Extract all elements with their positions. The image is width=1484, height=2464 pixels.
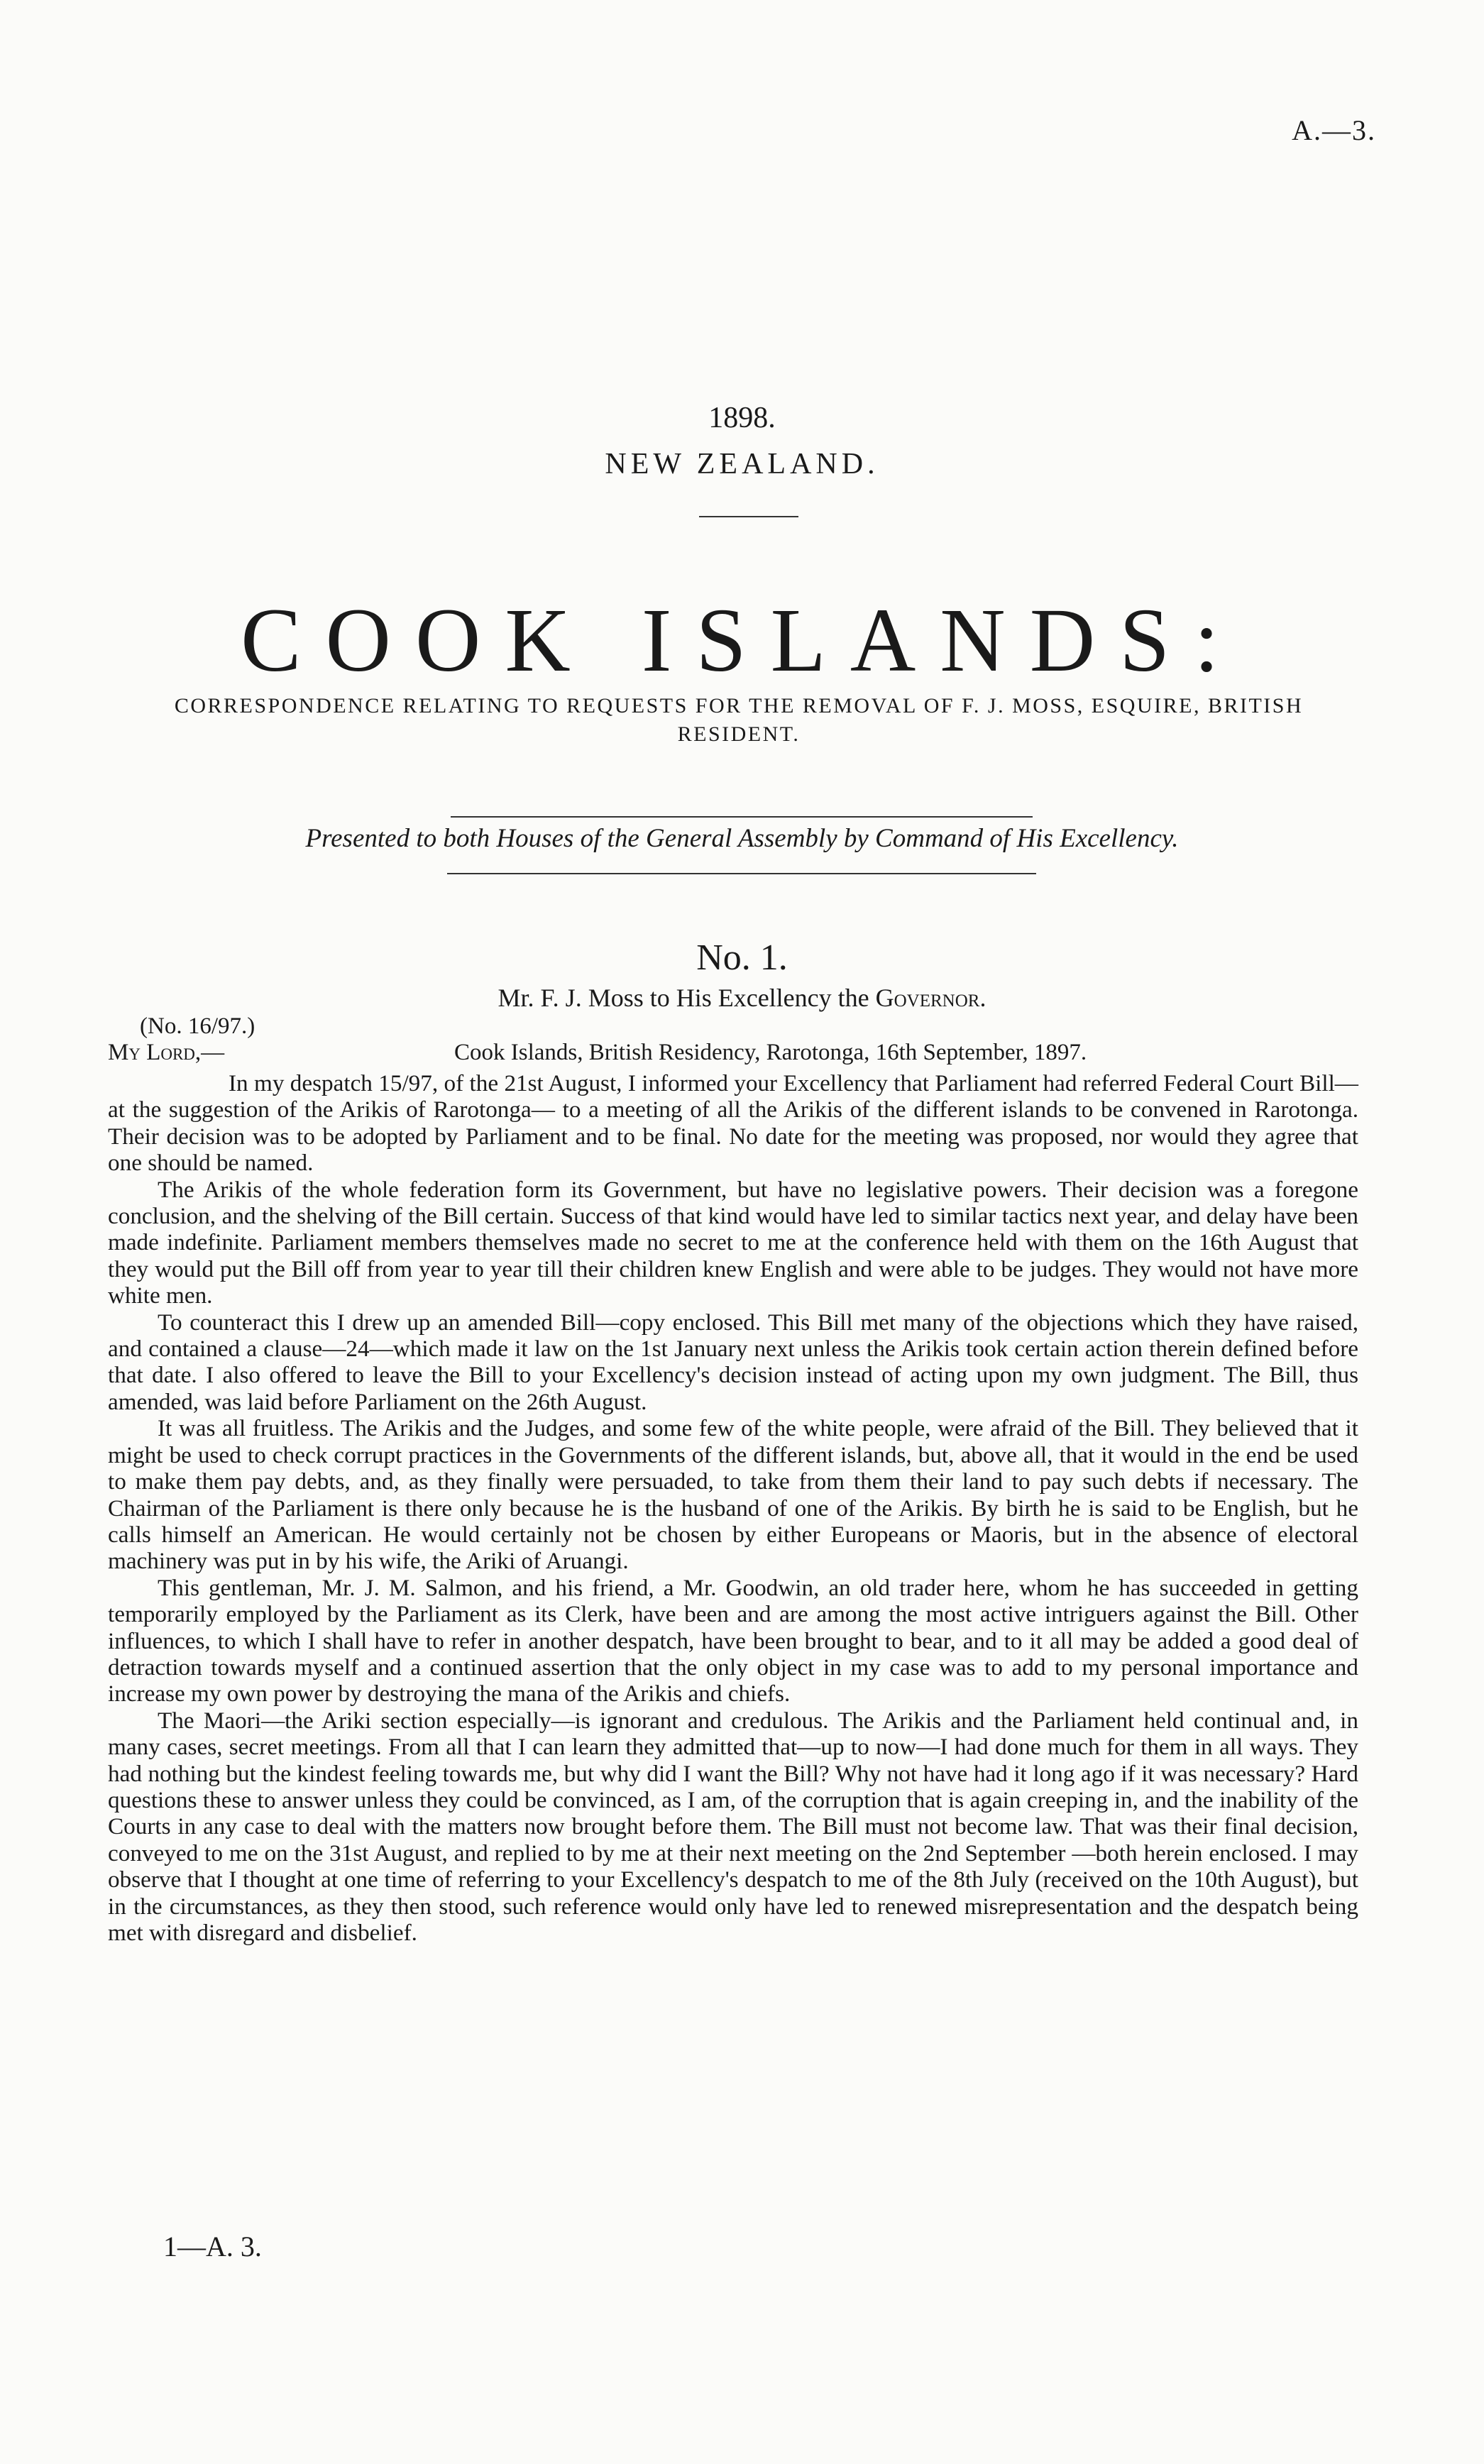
paragraph: To counteract this I drew up an amended Bill—copy enclosed. This Bill met many of the objections which they have raised, and contained a clause—24—which made it law on the 1st January next unless the Arikis took certain action therein defined before that date. I also offered to leave the Bill to your Excellency's decision instead of acting upon my own judgment. The Bill, thus amended, was laid before Parliament on the 26th August. [108,1309,1358,1415]
paragraph: The Maori—the Ariki section especially—is ignorant and credulous. The Arikis and the Parliament held continual and, in many cases, secret meetings. From all that I can learn they admitted that—up to now—I had done much for them in all ways. They had nothing but the kindest feeling towards me, but why did I want the Bill? Why not have had it long ago if it was necessary? Hard questions these to answer unless they could be convinced, as I am, of the corruption that is again creeping in, and the inability of the Courts in any case to deal with the matters now brought before them. The Bill must not become law. That was their final decision, conveyed to me on the 31st August, and replied to by me at their next meeting on the 2nd September —both herein enclosed. I may observe that I thought at one time of referring to your Excellency's despatch to me of the 8th July (received on the 10th August), but in the circumstances, as they then stood, such reference would only have led to renewed misrepresentation and the despatch being met with disregard and disbelief. [108,1707,1358,1946]
presented-bottom-rule [447,873,1036,874]
heading-recipient: Governor. [875,984,986,1012]
presented-top-rule [451,816,1033,818]
document-heading [0,983,1484,1013]
dateline: Cook Islands, British Residency, Rarotonga, 16th September, 1897. [454,1040,1087,1065]
divider-rule [699,516,798,517]
heading-sender: Mr. F. J. Moss to His Excellency the [498,984,876,1012]
salutation: My Lord,— [108,1040,225,1065]
paragraph: This gentleman, Mr. J. M. Salmon, and his friend, a Mr. Goodwin, an old trader here, whom he has succeeded in getting temporarily employed by the Parliament as its Clerk, have been and are among the most active intriguers against the Bill. Other influences, to which I shall have to refer in another despatch, have been brought to bear, and to it all may be added a good deal of detraction towards myself and a continued assertion that the only object in my case was to add to my personal importance and increase my own power by destroying the mana of the Arikis and chiefs. [108,1574,1358,1707]
despatch-reference: (No. 16/97.) [140,1013,255,1039]
presented-line: Presented to both Houses of the General Assembly by Command of His Excellency. [305,824,1179,853]
document-title: COOK ISLANDS: [241,590,1243,691]
country-heading: NEW ZEALAND. [605,448,879,480]
document-number: No. 1. [696,937,788,978]
publication-year: 1898. [708,402,776,434]
page-reference: A.—3. [1292,114,1376,146]
paragraph: It was all fruitless. The Arikis and the Judges, and some few of the white people, were afraid of the Bill. They believed that it might be used to check corrupt practices in the Governments of the different islands, but, above all, that it would in the end be used to make them pay debts, and, as they finally were persuaded, to take from them their land to pay such debts if necessary. The Chairman of the Parliament is there only because he is the husband of one of the Arikis. By birth he is said to be English, but he calls himself an American. He would certainly not be chosen by either Europeans or Maoris, but in the absence of electoral machinery was put in by his wife, the Ariki of Aruangi. [108,1415,1358,1575]
document-subtitle: CORRESPONDENCE RELATING TO REQUESTS FOR THE REMOVAL OF F. J. MOSS, ESQUIRE, BRITISH RESIDENT. [174,694,1304,746]
sheet-signature: 1—A. 3. [163,2231,262,2262]
paragraph: The Arikis of the whole federation form its Government, but have no legislative powers. Their decision was a foregone conclusion, and the shelving of the Bill certain. Success of that kind would have led to similar tactics next year, and delay have been made indefinite. Parliament members themselves made no secret to me at the conference held with them on the 16th August that they would put the Bill off from year to year till their children knew English and were able to be judges. They would not have more white men. [108,1176,1358,1309]
paragraph: In my despatch 15/97, of the 21st August, I informed your Excellency that Parliament had referred Federal Court Bill—at the suggestion of the Arikis of Rarotonga— to a meeting of all the Arikis of the different islands to be convened in Rarotonga. Their decision was to be adopted by Parliament and to be final. No date for the meeting was proposed, nor would they agree that one should be named. [108,1070,1358,1177]
letter-body [108,1070,1358,1946]
